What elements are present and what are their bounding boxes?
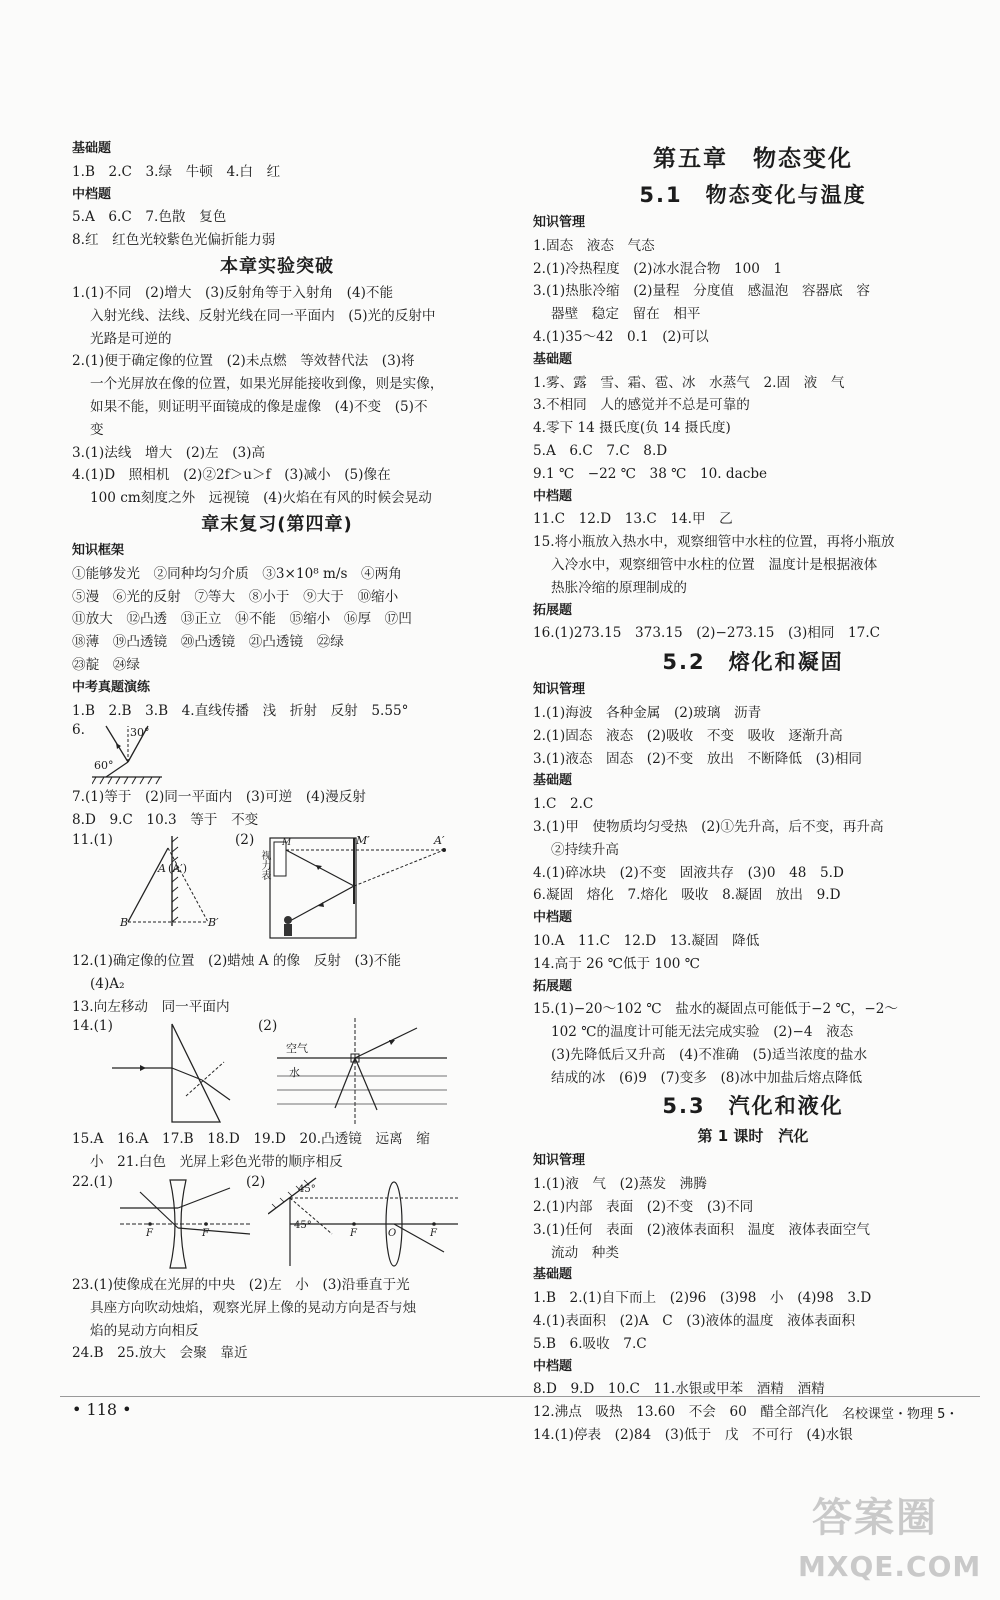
answer-line: 2.(1)便于确定像的位置 (2)未点燃 等效替代法 (3)将 bbox=[72, 353, 415, 370]
answer-line: 1.(1)不同 (2)增大 (3)反射角等于入射角 (4)不能 bbox=[72, 284, 394, 301]
answer-line: 小 21.白色 光屏上彩色光带的顺序相反 bbox=[90, 1154, 343, 1171]
answer-line: 入射光线、法线、反射光线在同一平面内 (5)光的反射中 bbox=[90, 307, 436, 324]
experiment-section-title: 本章实验突破 bbox=[220, 255, 334, 277]
answer-line: 5.A 6.C 7.色散 复色 bbox=[72, 209, 227, 226]
answer-line: 1.B 2.B 3.B 4.直线传播 浅 折射 反射 5.55° bbox=[72, 702, 409, 719]
focal-point-label: F bbox=[146, 1227, 153, 1239]
section-label-basic: 基础题 bbox=[72, 141, 112, 156]
answer-line: 流动 种类 bbox=[551, 1244, 619, 1261]
answer-line: ㉓靛 ㉔绿 bbox=[72, 656, 140, 673]
section-label-mid: 中档题 bbox=[533, 488, 573, 504]
answer-line: (3)先降低后又升高 (4)不准确 (5)适当浓度的盐水 bbox=[551, 1046, 868, 1063]
answer-line: 12.沸点 吸热 13.60 不会 60 醋全部汽化 bbox=[533, 1404, 829, 1421]
left-column bbox=[72, 138, 482, 1365]
answer-line: 3.(1)液态 固态 (2)不变 放出 不断降低 (3)相同 bbox=[533, 750, 863, 767]
answer-line: 3.(1)热胀冷缩 (2)量程 分度值 感温泡 容器底 容 bbox=[533, 283, 870, 300]
answer-line: 8.红 红色光较紫色光偏折能力弱 bbox=[72, 232, 276, 249]
answer-line: 4.(1)35～42 0.1 (2)可以 bbox=[533, 328, 709, 345]
section-label-knowledge: 知识管理 bbox=[533, 1153, 586, 1169]
figure-reflection-q6 bbox=[72, 722, 482, 786]
answer-line: ①能够发光 ②同种均匀介质 ③3×10⁸ m/s ④两角 bbox=[72, 565, 402, 582]
focal-point-label: F bbox=[430, 1227, 437, 1239]
footer-divider bbox=[60, 1396, 980, 1397]
point-label: A′ bbox=[434, 833, 445, 847]
point-label: B bbox=[120, 915, 129, 929]
answer-line: 器壁 稳定 留在 相平 bbox=[551, 306, 701, 323]
answer-line: 入冷水中，观察细管中水柱的位置 温度计是根据液体 bbox=[551, 556, 878, 573]
answer-line: 1.雾、露 雪、霜、雹、冰 水蒸气 2.固 液 气 bbox=[533, 374, 845, 391]
answer-line: 4.(1)表面积 (2)A C (3)液体的温度 液体表面积 bbox=[533, 1313, 856, 1330]
footer-series-label: 名校课堂・物理 5・ bbox=[842, 1407, 959, 1422]
medium-label-air: 空气 bbox=[286, 1042, 308, 1056]
answer-line: 具座方向吹动烛焰，观察光屏上像的晃动方向是否与烛 bbox=[90, 1299, 417, 1316]
section-label-extension: 拓展题 bbox=[533, 602, 573, 618]
answer-line: 结成的冰 (6)9 (7)变多 (8)冰中加盐后熔点降低 bbox=[551, 1069, 863, 1086]
answer-line: 2.(1)冷热程度 (2)冰水混合物 100 1 bbox=[533, 260, 783, 277]
question-number: 11.(1) bbox=[72, 831, 113, 848]
answer-line: 10.A 11.C 12.D 13.凝固 降低 bbox=[533, 932, 760, 949]
answer-line: 5.A 6.C 7.C 8.D bbox=[533, 442, 668, 459]
answer-line: ②持续升高 bbox=[551, 841, 619, 858]
chapter-title: 第五章 物态变化 bbox=[653, 146, 853, 172]
section-label-basic: 基础题 bbox=[533, 773, 573, 789]
plane-mirror-diagram-2 bbox=[268, 834, 468, 946]
answer-line: 11.C 12.D 13.C 14.甲 乙 bbox=[533, 511, 733, 528]
figure-lens-q22 bbox=[72, 1174, 482, 1274]
answer-line: 变 bbox=[90, 421, 104, 438]
section-label-knowledge: 知识管理 bbox=[533, 215, 586, 230]
watermark-text: 答案圈 bbox=[812, 1495, 938, 1541]
answer-line: 4.(1)碎冰块 (2)不变 固液共存 (3)0 48 5.D bbox=[533, 864, 844, 881]
answer-line: 23.(1)使像成在光屏的中央 (2)左 小 (3)沿垂直于光 bbox=[72, 1276, 410, 1293]
review-section-title: 章末复习(第四章) bbox=[201, 513, 353, 535]
figure-refraction-q14 bbox=[72, 1018, 482, 1128]
question-number: 6. bbox=[72, 722, 85, 739]
section-label-extension: 拓展题 bbox=[533, 978, 573, 994]
answer-line: 1.B 2.(1)自下而上 (2)96 (3)98 小 (4)98 3.D bbox=[533, 1290, 872, 1307]
answer-line: 8.D 9.C 10.3 等于 不变 bbox=[72, 812, 259, 829]
answer-line: 12.(1)确定像的位置 (2)蜡烛 A 的像 反射 (3)不能 bbox=[72, 952, 401, 969]
point-label: B′ bbox=[208, 915, 219, 929]
answer-line: ⑪放大 ⑫凸透 ⑬正立 ⑭不能 ⑮缩小 ⑯厚 ⑰凹 bbox=[72, 611, 412, 628]
section-label-mid: 中档题 bbox=[533, 1358, 573, 1374]
answer-line: 102 ℃的温度计可能无法完成实验 (2)−4 液态 bbox=[551, 1024, 854, 1041]
answer-line: (4)A₂ bbox=[90, 975, 125, 992]
eye-chart-label: 视力表 bbox=[259, 849, 270, 880]
sub-question-label: (2) bbox=[235, 831, 255, 848]
answer-line: 光路是可逆的 bbox=[90, 330, 172, 347]
answer-line: ⑱薄 ⑲凸透镜 ⑳凸透镜 ㉑凸透镜 ㉒绿 bbox=[72, 634, 344, 651]
answer-line: 16.(1)273.15 373.15 (2)−273.15 (3)相同 17.C bbox=[533, 625, 881, 642]
section-label-basic: 基础题 bbox=[533, 1267, 573, 1283]
angle-label: 45° bbox=[294, 1219, 312, 1231]
prism-diagram bbox=[112, 1018, 232, 1126]
angle-label: 45° bbox=[298, 1183, 316, 1195]
answer-line: 1.B 2.C 3.绿 牛顿 4.白 红 bbox=[72, 163, 281, 180]
section-label-mid: 中档题 bbox=[72, 186, 112, 202]
answer-line: 1.固态 液态 气态 bbox=[533, 237, 655, 254]
answer-line: 4.零下 14 摄氏度(负 14 摄氏度) bbox=[533, 420, 731, 437]
answer-line: 3.(1)甲 使物质均匀受热 (2)①先升高，后不变，再升高 bbox=[533, 818, 884, 835]
focal-point-label: F bbox=[350, 1227, 357, 1239]
center-label: O bbox=[388, 1227, 397, 1239]
reflection-diagram bbox=[92, 722, 212, 786]
answer-line: 3.(1)任何 表面 (2)液体表面积 温度 液体表面空气 bbox=[533, 1221, 870, 1238]
answer-line: 3.(1)法线 增大 (2)左 (3)高 bbox=[72, 444, 266, 461]
answer-line: 15.(1)−20～102 ℃ 盐水的凝固点可能低于−2 ℃，−2～ bbox=[533, 1001, 898, 1018]
section-label-basic: 基础题 bbox=[533, 351, 573, 367]
answer-line: 7.(1)等于 (2)同一平面内 (3)可逆 (4)漫反射 bbox=[72, 789, 366, 806]
answer-line: 焰的晃动方向相反 bbox=[90, 1322, 199, 1339]
answer-line: 热胀冷缩的原理制成的 bbox=[551, 579, 687, 596]
point-label: M′ bbox=[356, 833, 370, 847]
concave-lens-diagram bbox=[120, 1176, 260, 1272]
section-title-5-3: 5.3 汽化和液化 bbox=[662, 1094, 844, 1119]
point-label: (A′) bbox=[168, 861, 188, 875]
question-number: 22.(1) bbox=[72, 1173, 113, 1190]
answer-line: 1.(1)液 气 (2)蒸发 沸腾 bbox=[533, 1176, 707, 1193]
answer-line: 3.不相同 人的感觉并不总是可靠的 bbox=[533, 397, 750, 414]
section-label-framework: 知识框架 bbox=[72, 542, 125, 558]
answer-line: 13.向左移动 同一平面内 bbox=[72, 998, 230, 1015]
answer-line: 6.凝固 熔化 7.熔化 吸收 8.凝固 放出 9.D bbox=[533, 887, 841, 904]
point-label: A bbox=[158, 861, 166, 875]
answer-line: 14.(1)停表 (2)84 (3)低于 戊 不可行 (4)水银 bbox=[533, 1427, 853, 1444]
sub-question-label: (2) bbox=[246, 1173, 266, 1190]
air-water-diagram bbox=[277, 1018, 457, 1126]
section-label-knowledge: 知识管理 bbox=[533, 682, 586, 698]
answer-line: 4.(1)D 照相机 (2)②2f＞u＞f (3)减小 (5)像在 bbox=[72, 467, 391, 484]
point-label: M bbox=[282, 837, 292, 848]
medium-label-water: 水 bbox=[289, 1066, 300, 1080]
sub-question-label: (2) bbox=[258, 1018, 278, 1035]
plane-mirror-diagram-1 bbox=[120, 836, 220, 946]
answer-line: 14.高于 26 ℃低于 100 ℃ bbox=[533, 955, 700, 972]
answer-line: 15.将小瓶放入热水中，观察细管中水柱的位置，再将小瓶放 bbox=[533, 534, 895, 551]
section-title-5-2: 5.2 熔化和凝固 bbox=[662, 650, 844, 675]
figure-plane-mirror-q11 bbox=[72, 832, 482, 950]
answer-line: 9.1 ℃ −22 ℃ 38 ℃ 10. dacbe bbox=[533, 465, 768, 482]
answer-line: 24.B 25.放大 会聚 靠近 bbox=[72, 1345, 248, 1362]
focal-point-label: F bbox=[202, 1227, 209, 1239]
answer-line: 如果不能，则证明平面镜成的像是虚像 (4)不变 (5)不 bbox=[90, 398, 428, 415]
answer-line: 2.(1)内部 表面 (2)不变 (3)不同 bbox=[533, 1199, 754, 1216]
answer-line: 一个光屏放在像的位置，如果光屏能接收到像，则是实像， bbox=[90, 376, 444, 393]
answer-line: 1.C 2.C bbox=[533, 796, 594, 813]
answer-line: 5.B 6.吸收 7.C bbox=[533, 1335, 647, 1352]
question-number: 14.(1) bbox=[72, 1018, 113, 1035]
answer-line: 8.D 9.D 10.C 11.水银或甲苯 酒精 酒精 bbox=[533, 1381, 825, 1398]
site-watermark bbox=[790, 1486, 990, 1596]
angle-label: 60° bbox=[94, 759, 114, 773]
answer-line: 15.A 16.A 17.B 18.D 19.D 20.凸透镜 远离 缩 bbox=[72, 1131, 430, 1148]
answer-line: 1.(1)海波 各种金属 (2)玻璃 沥青 bbox=[533, 704, 762, 721]
section-title-5-1: 5.1 物态变化与温度 bbox=[639, 183, 867, 207]
section-label-exam: 中考真题演练 bbox=[72, 679, 151, 695]
page-number: • 118 • bbox=[72, 1400, 132, 1419]
right-column bbox=[533, 138, 973, 1447]
section-label-mid: 中档题 bbox=[533, 910, 573, 926]
answer-line: 100 cm刻度之外 远视镜 (4)火焰在有风的时候会晃动 bbox=[90, 490, 432, 507]
answer-line: ⑤漫 ⑥光的反射 ⑦等大 ⑧小于 ⑨大于 ⑩缩小 bbox=[72, 588, 399, 605]
answer-line: 2.(1)固态 液态 (2)吸收 不变 吸收 逐渐升高 bbox=[533, 727, 843, 744]
lesson-title: 第 1 课时 汽化 bbox=[697, 1127, 809, 1146]
angle-label: 30° bbox=[130, 726, 150, 740]
watermark-url: MXQE.COM bbox=[798, 1550, 982, 1583]
